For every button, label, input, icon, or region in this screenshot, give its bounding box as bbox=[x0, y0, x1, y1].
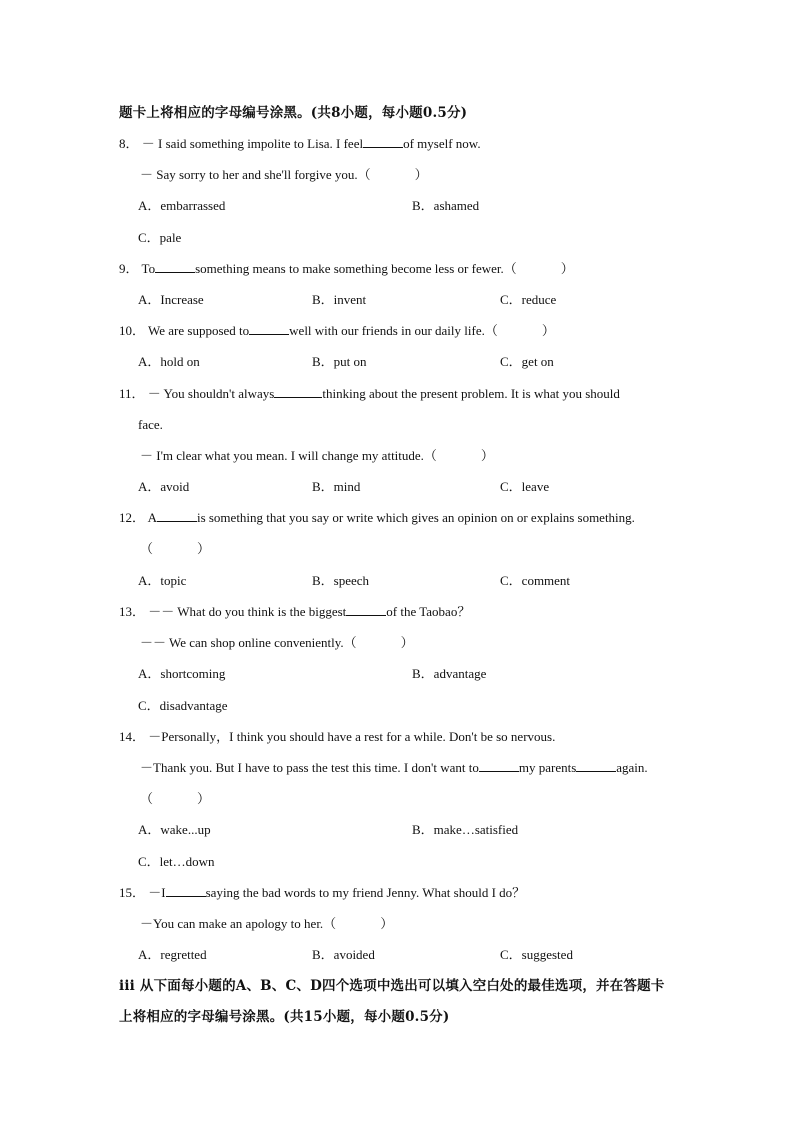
close-paren: ） bbox=[380, 916, 394, 931]
question-number: 14． bbox=[119, 729, 146, 744]
question-text: is something that you say or write which gives an opinion on or explains something. bbox=[196, 510, 635, 525]
open-paren: （ bbox=[140, 791, 154, 806]
question-12 bbox=[119, 509, 635, 527]
question-text: of myself now. bbox=[403, 136, 481, 151]
option-b: B．invent bbox=[312, 292, 367, 307]
option-a: A．hold on bbox=[138, 354, 200, 369]
answer-paren bbox=[140, 790, 210, 808]
question-11-reply bbox=[140, 447, 494, 465]
option-a: A．regretted bbox=[138, 947, 207, 962]
section-iii-heading-cont: 上将相应的字母编号涂黑。(共15小题，每小题0.5分) bbox=[119, 1009, 450, 1025]
question-text: －Personally，I think you should have a rest for a while. Don't be so nervous. bbox=[148, 729, 556, 744]
question-number: 8． bbox=[119, 136, 139, 151]
section-iii-heading: iii 从下面每小题的A、B、C、D四个选项中选出可以填入空白处的最佳选项，并在答题卡 bbox=[119, 978, 665, 994]
close-paren: ） bbox=[197, 541, 211, 556]
option-c: C．suggested bbox=[500, 947, 573, 962]
question-13-reply bbox=[140, 634, 414, 652]
close-paren: ） bbox=[480, 448, 494, 463]
option-c: C．comment bbox=[500, 573, 571, 588]
question-text: － I said something impolite to Lisa. I feel bbox=[141, 136, 364, 151]
option-b: B．advantage bbox=[412, 666, 487, 681]
question-11 bbox=[119, 385, 620, 403]
reply-text: －－ We can shop online conveniently.（ bbox=[140, 635, 357, 650]
question-10 bbox=[119, 322, 555, 340]
reply-text: － Say sorry to her and she'll forgive you.（ bbox=[140, 167, 371, 182]
question-number: 12． bbox=[119, 510, 146, 525]
close-paren: ） bbox=[414, 167, 428, 182]
open-paren: （ bbox=[140, 541, 154, 556]
reply-text: －Thank you. But I have to pass the test this time. I don't want to bbox=[140, 760, 479, 775]
section-instruction: 题卡上将相应的字母编号涂黑。(共8小题，每小题0.5分) bbox=[119, 105, 468, 121]
question-number: 15． bbox=[119, 885, 146, 900]
question-15 bbox=[119, 884, 525, 902]
close-paren: ） bbox=[541, 323, 555, 338]
question-15-reply bbox=[140, 915, 393, 933]
option-c: C．get on bbox=[500, 354, 554, 369]
question-14 bbox=[119, 728, 555, 746]
option-a: A．embarrassed bbox=[138, 198, 226, 213]
option-a: A．topic bbox=[138, 573, 187, 588]
answer-blank bbox=[576, 759, 616, 772]
answer-blank bbox=[155, 260, 195, 273]
reply-text: －You can make an apology to her.（ bbox=[140, 916, 337, 931]
option-b: B．speech bbox=[312, 573, 370, 588]
question-text: We are supposed to bbox=[148, 323, 250, 338]
question-text: A bbox=[147, 510, 157, 525]
answer-blank bbox=[363, 135, 403, 148]
question-text: of the Taobao？ bbox=[386, 604, 471, 619]
option-a: A．wake...up bbox=[138, 822, 211, 837]
answer-blank bbox=[479, 759, 519, 772]
option-c: C．disadvantage bbox=[138, 698, 228, 713]
option-b: B．mind bbox=[312, 479, 361, 494]
question-text: saying the bad words to my friend Jenny. What should I do？ bbox=[205, 885, 526, 900]
option-b: B．make…satisfied bbox=[412, 822, 519, 837]
option-b: B．avoided bbox=[312, 947, 375, 962]
close-paren: ） bbox=[400, 635, 414, 650]
question-text: To bbox=[141, 261, 156, 276]
question-text: thinking about the present problem. It is what you should bbox=[322, 386, 620, 401]
answer-blank bbox=[346, 603, 386, 616]
option-c: C．leave bbox=[500, 479, 550, 494]
option-a: A．shortcoming bbox=[138, 666, 226, 681]
question-text: well with our friends in our daily life.（ bbox=[289, 323, 498, 338]
option-c: C．reduce bbox=[500, 292, 557, 307]
answer-blank bbox=[274, 385, 322, 398]
question-13 bbox=[119, 603, 470, 621]
option-a: A．Increase bbox=[138, 292, 204, 307]
answer-blank bbox=[166, 884, 206, 897]
question-9 bbox=[119, 260, 574, 278]
question-text: － You shouldn't always bbox=[147, 386, 275, 401]
question-11-cont: face. bbox=[138, 417, 163, 432]
question-text: －I bbox=[148, 885, 166, 900]
question-number: 9． bbox=[119, 261, 139, 276]
option-c: C．let…down bbox=[138, 854, 215, 869]
question-8 bbox=[119, 135, 481, 153]
question-number: 13． bbox=[119, 604, 146, 619]
option-b: B．ashamed bbox=[412, 198, 480, 213]
close-paren: ） bbox=[197, 791, 211, 806]
question-number: 11． bbox=[119, 386, 145, 401]
reply-text: my parents bbox=[518, 760, 577, 775]
option-b: B．put on bbox=[312, 354, 367, 369]
option-c: C．pale bbox=[138, 230, 182, 245]
question-8-reply bbox=[140, 166, 428, 184]
option-a: A．avoid bbox=[138, 479, 190, 494]
answer-paren bbox=[140, 540, 210, 558]
question-14-reply bbox=[140, 759, 648, 777]
question-text: something means to make something become less or fewer.（ bbox=[195, 261, 517, 276]
question-number: 10． bbox=[119, 323, 146, 338]
reply-text: － I'm clear what you mean. I will change my attitude.（ bbox=[140, 448, 437, 463]
answer-blank bbox=[157, 509, 197, 522]
close-paren: ） bbox=[560, 261, 574, 276]
question-text: －－ What do you think is the biggest bbox=[148, 604, 347, 619]
reply-text: again. bbox=[616, 760, 648, 775]
answer-blank bbox=[249, 322, 289, 335]
